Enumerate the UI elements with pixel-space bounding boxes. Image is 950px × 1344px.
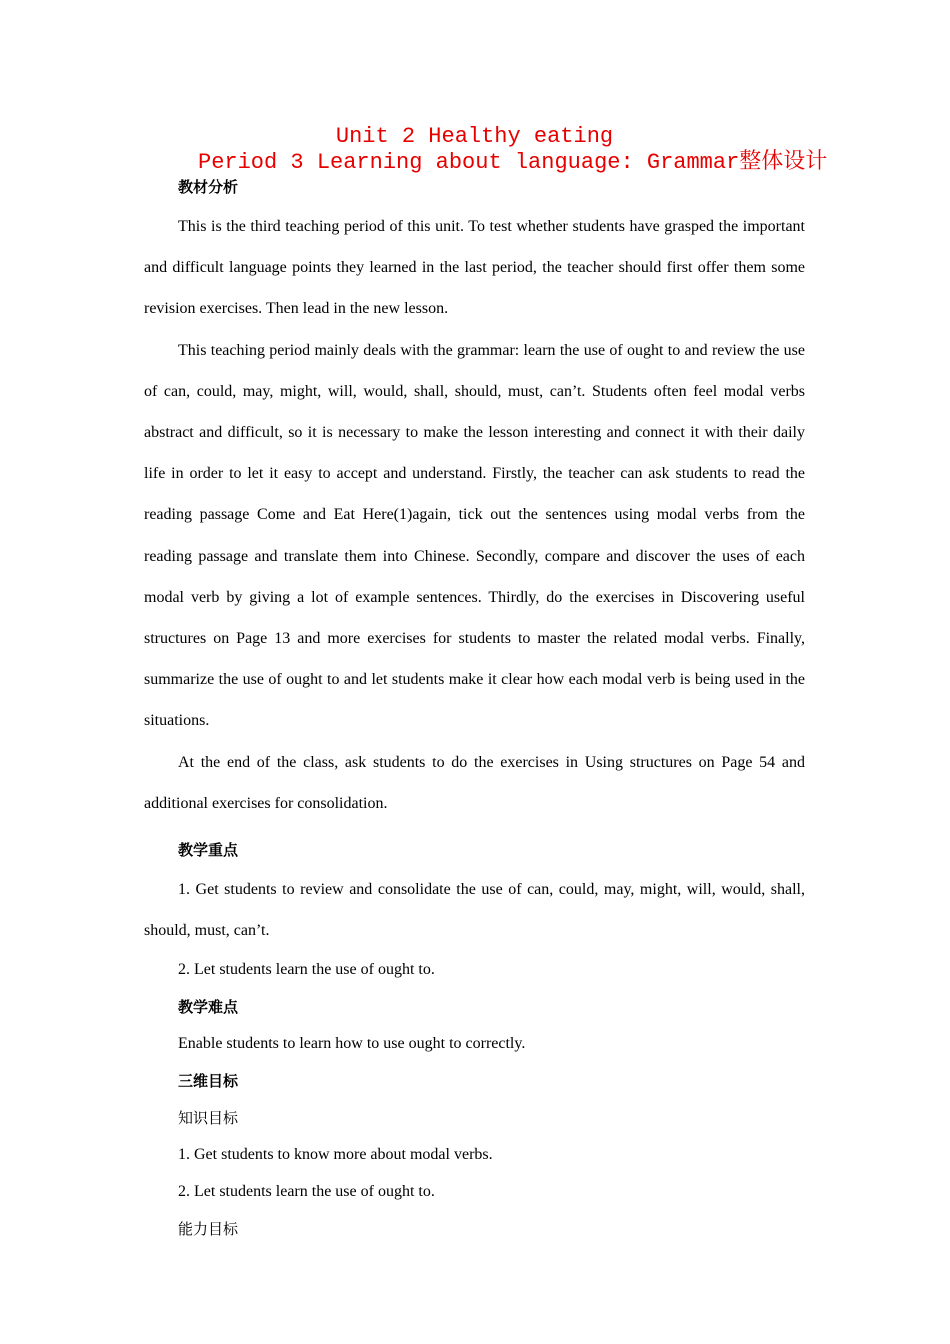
knowledge-objectives-heading: 知识目标 bbox=[178, 1109, 239, 1128]
section-heading-key-points: 教学重点 bbox=[178, 841, 239, 860]
section-heading-analysis: 教材分析 bbox=[178, 178, 239, 196]
title-line-period: Period 3 Learning about language: Grammar整体设计 bbox=[198, 150, 828, 175]
key-point-2: 2. Let students learn the use of ought to. bbox=[178, 961, 435, 979]
section-heading-difficult-points: 教学难点 bbox=[178, 998, 239, 1017]
document-body bbox=[144, 176, 805, 1240]
title-line-unit: Unit 2 Healthy eating bbox=[335, 124, 614, 149]
difficult-point-text: Enable students to learn how to use ought to correctly. bbox=[178, 1035, 526, 1053]
analysis-paragraph-2: This teaching period mainly deals with the grammar: learn the use of ought to and review the use of can, could, may, might, will, would, shall, should, must, can’t. Students often feel modal verbs abstract and difficult, so it is necessary to make the lesson interesting and connect it with their daily life in order to let it easy to accept and understand. Firstly, the teacher can ask students to read the reading passage Come and Eat Here(1)again, tick out the sentences using modal verbs from the reading passage and translate them into Chinese. Secondly, compare and discover the uses of each modal verb by giving a lot of example sentences. Thirdly, do the exercises in Discovering useful structures on Page 13 and more exercises for students to master the related modal verbs. Finally, summarize the use of ought to and let students make it clear how each modal verb is being used in the situations. bbox=[144, 341, 805, 730]
knowledge-objective-2: 2. Let students learn the use of ought to. bbox=[178, 1183, 435, 1201]
document-title bbox=[144, 124, 828, 176]
knowledge-objective-1: 1. Get students to know more about modal verbs. bbox=[178, 1146, 493, 1164]
section-heading-objectives: 三维目标 bbox=[178, 1072, 239, 1091]
key-point-1: 1. Get students to review and consolidate the use of can, could, may, might, will, would, shall, should, must, can’t. bbox=[144, 881, 805, 940]
analysis-paragraph-3: At the end of the class, ask students to do the exercises in Using structures on Page 54 and additional exercises for consolidation. bbox=[144, 753, 805, 812]
analysis-paragraph-1: This is the third teaching period of this unit. To test whether students have grasped the important and difficult language points they learned in the last period, the teacher should first offer them some revision exercises. Then lead in the new lesson. bbox=[144, 218, 805, 318]
ability-objectives-heading: 能力目标 bbox=[178, 1220, 239, 1239]
